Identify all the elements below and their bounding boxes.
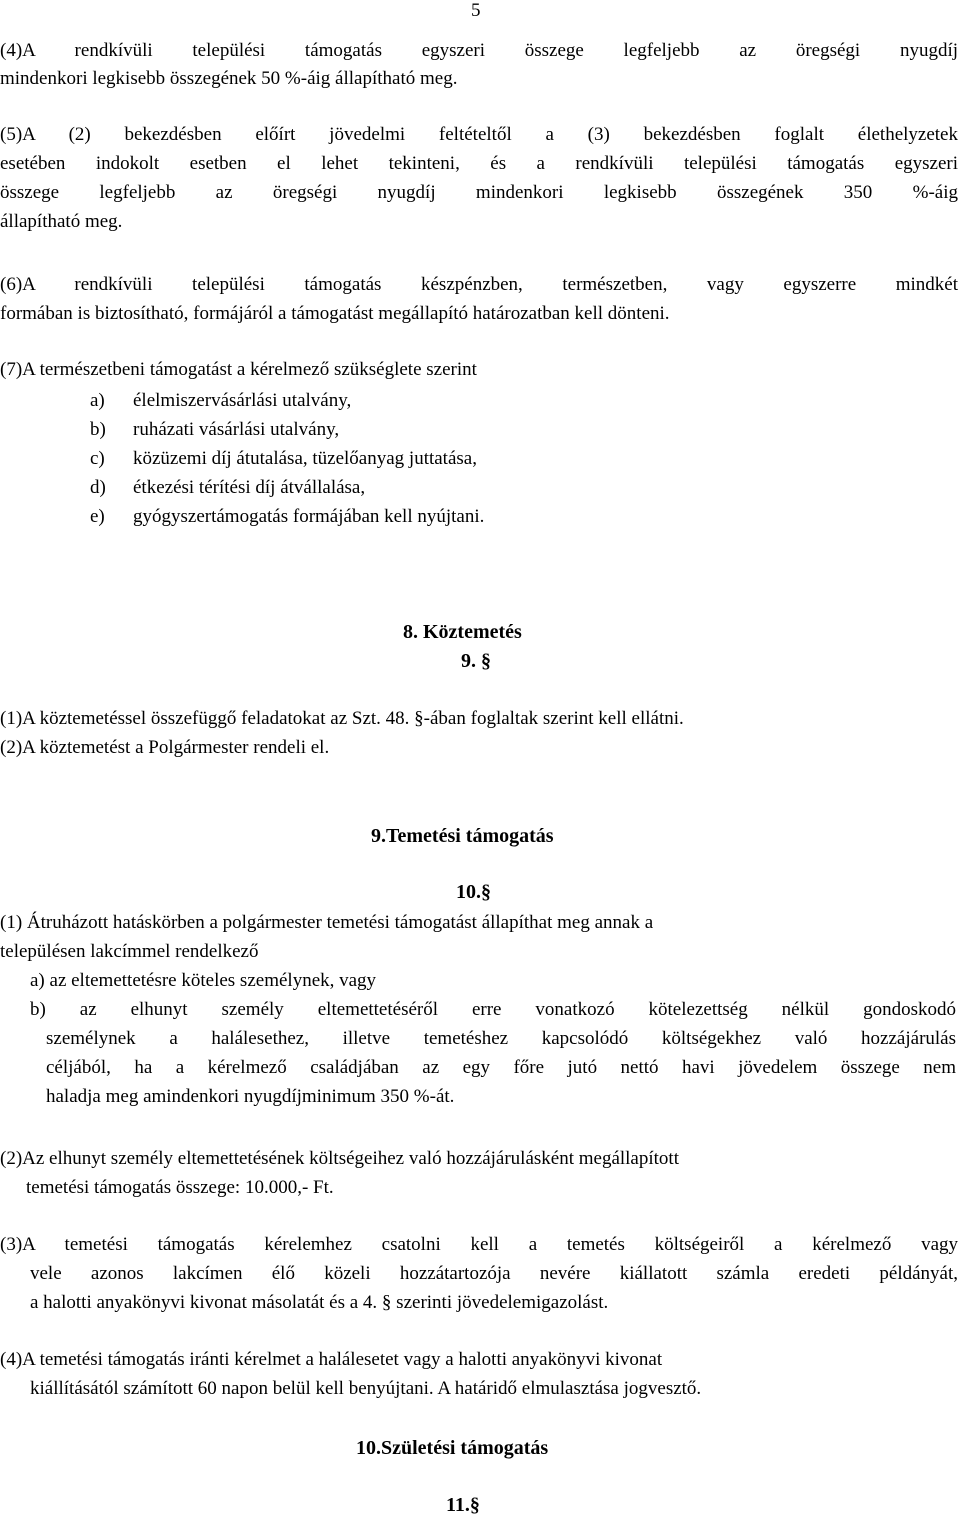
para7-item-text: ruházati vásárlási utalvány, bbox=[133, 419, 340, 440]
section9-p2-line: (2)Az elhunyt személy eltemettetésének költségeihez való hozzájárulásként megállapított bbox=[0, 1148, 679, 1169]
section9-p4-line: kiállításától számított 60 napon belül kell benyújtani. A határidő elmulasztása jogvesztő. bbox=[30, 1378, 702, 1399]
section9-p1-line: b) az elhunyt személy eltemettetéséről erre vonatkozó kötelezettség nélkül gondoskodó bbox=[30, 999, 956, 1020]
para4-line-2: mindenkori legkisebb összegének 50 %-áig állapítható meg. bbox=[0, 68, 458, 89]
para7-item-text: étkezési térítési díj átvállalása, bbox=[133, 477, 366, 498]
section9-p2-line: temetési támogatás összege: 10.000,- Ft. bbox=[26, 1177, 334, 1198]
para6-line-1: (6)A rendkívüli települési támogatás készpénzben, természetben, vagy egyszerre mindkét bbox=[0, 274, 958, 295]
section9-p1-line: személynek a halálesethez, illetve temetéshez kapcsolódó költségekhez való hozzájárulás bbox=[46, 1028, 956, 1049]
para6-line-2: formában is biztosítható, formájáról a támogatást megállapító határozatban kell dönteni. bbox=[0, 303, 670, 324]
para5-line-1: (5)A (2) bekezdésben előírt jövedelmi feltételtől a (3) bekezdésben foglalt élethelyzetek bbox=[0, 124, 958, 145]
section9-p1-line: (1) Átruházott hatáskörben a polgármester temetési támogatást állapíthat meg annak a bbox=[0, 912, 654, 933]
para5-line-4: állapítható meg. bbox=[0, 211, 123, 232]
page-number: 5 bbox=[471, 0, 481, 21]
section9-title: 9.Temetési támogatás bbox=[371, 825, 554, 847]
para7-item-label: e) bbox=[90, 506, 105, 527]
section9-p4-line: (4)A temetési támogatás iránti kérelmet a halálesetet vagy a halotti anyakönyvi kivonat bbox=[0, 1349, 663, 1370]
section8-title: 8. Köztemetés bbox=[403, 621, 522, 643]
section8-line-2: (2)A köztemetést a Polgármester rendeli el. bbox=[0, 737, 330, 758]
para7-item-text: élelmiszervásárlási utalvány, bbox=[133, 390, 352, 411]
para7-intro: (7)A természetbeni támogatást a kérelmező szükséglete szerint bbox=[0, 359, 477, 380]
section9-p3-line: a halotti anyakönyvi kivonat másolatát és a 4. § szerinti jövedelemigazolást. bbox=[30, 1292, 609, 1313]
section9-p1-line: településen lakcímmel rendelkező bbox=[0, 941, 259, 962]
para7-item-label: a) bbox=[90, 390, 105, 411]
para7-item-text: közüzemi díj átutalása, tüzelőanyag juttatása, bbox=[133, 448, 477, 469]
para4-line-1: (4)A rendkívüli települési támogatás egyszeri összege legfeljebb az öregségi nyugdíj bbox=[0, 40, 958, 61]
para7-item-label: c) bbox=[90, 448, 105, 469]
section9-p1-line: céljából, ha a kérelmező családjában az egy főre jutó nettó havi jövedelem összege nem bbox=[46, 1057, 956, 1078]
para5-line-3: összege legfeljebb az öregségi nyugdíj mindenkori legkisebb összegének 350 %-áig bbox=[0, 182, 958, 203]
section8-line-1: (1)A köztemetéssel összefüggő feladatokat az Szt. 48. §-ában foglaltak szerint kell ellátni. bbox=[0, 708, 684, 729]
section10-paragraph-sign: 11.§ bbox=[446, 1494, 480, 1516]
para5-line-2: esetében indokolt esetben el lehet tekinteni, és a rendkívüli települési támogatás egyszeri bbox=[0, 153, 958, 174]
para7-item-label: b) bbox=[90, 419, 106, 440]
section8-paragraph-sign: 9. § bbox=[461, 650, 491, 672]
section10-title: 10.Születési támogatás bbox=[356, 1437, 549, 1459]
section9-p1-line: a) az eltemettetésre köteles személynek, vagy bbox=[30, 970, 377, 991]
section9-p3-line: vele azonos lakcímen élő közeli hozzátartozója nevére kiállatott számla eredeti példányát, bbox=[30, 1263, 958, 1284]
para7-item-label: d) bbox=[90, 477, 106, 498]
para7-item-text: gyógyszertámogatás formájában kell nyújtani. bbox=[133, 506, 485, 527]
section9-p3-line: (3)A temetési támogatás kérelemhez csatolni kell a temetés költségeiről a kérelmező vagy bbox=[0, 1234, 958, 1255]
section9-p1-line: haladja meg amindenkori nyugdíjminimum 350 %-át. bbox=[46, 1086, 455, 1107]
section9-paragraph-sign: 10.§ bbox=[456, 881, 491, 903]
